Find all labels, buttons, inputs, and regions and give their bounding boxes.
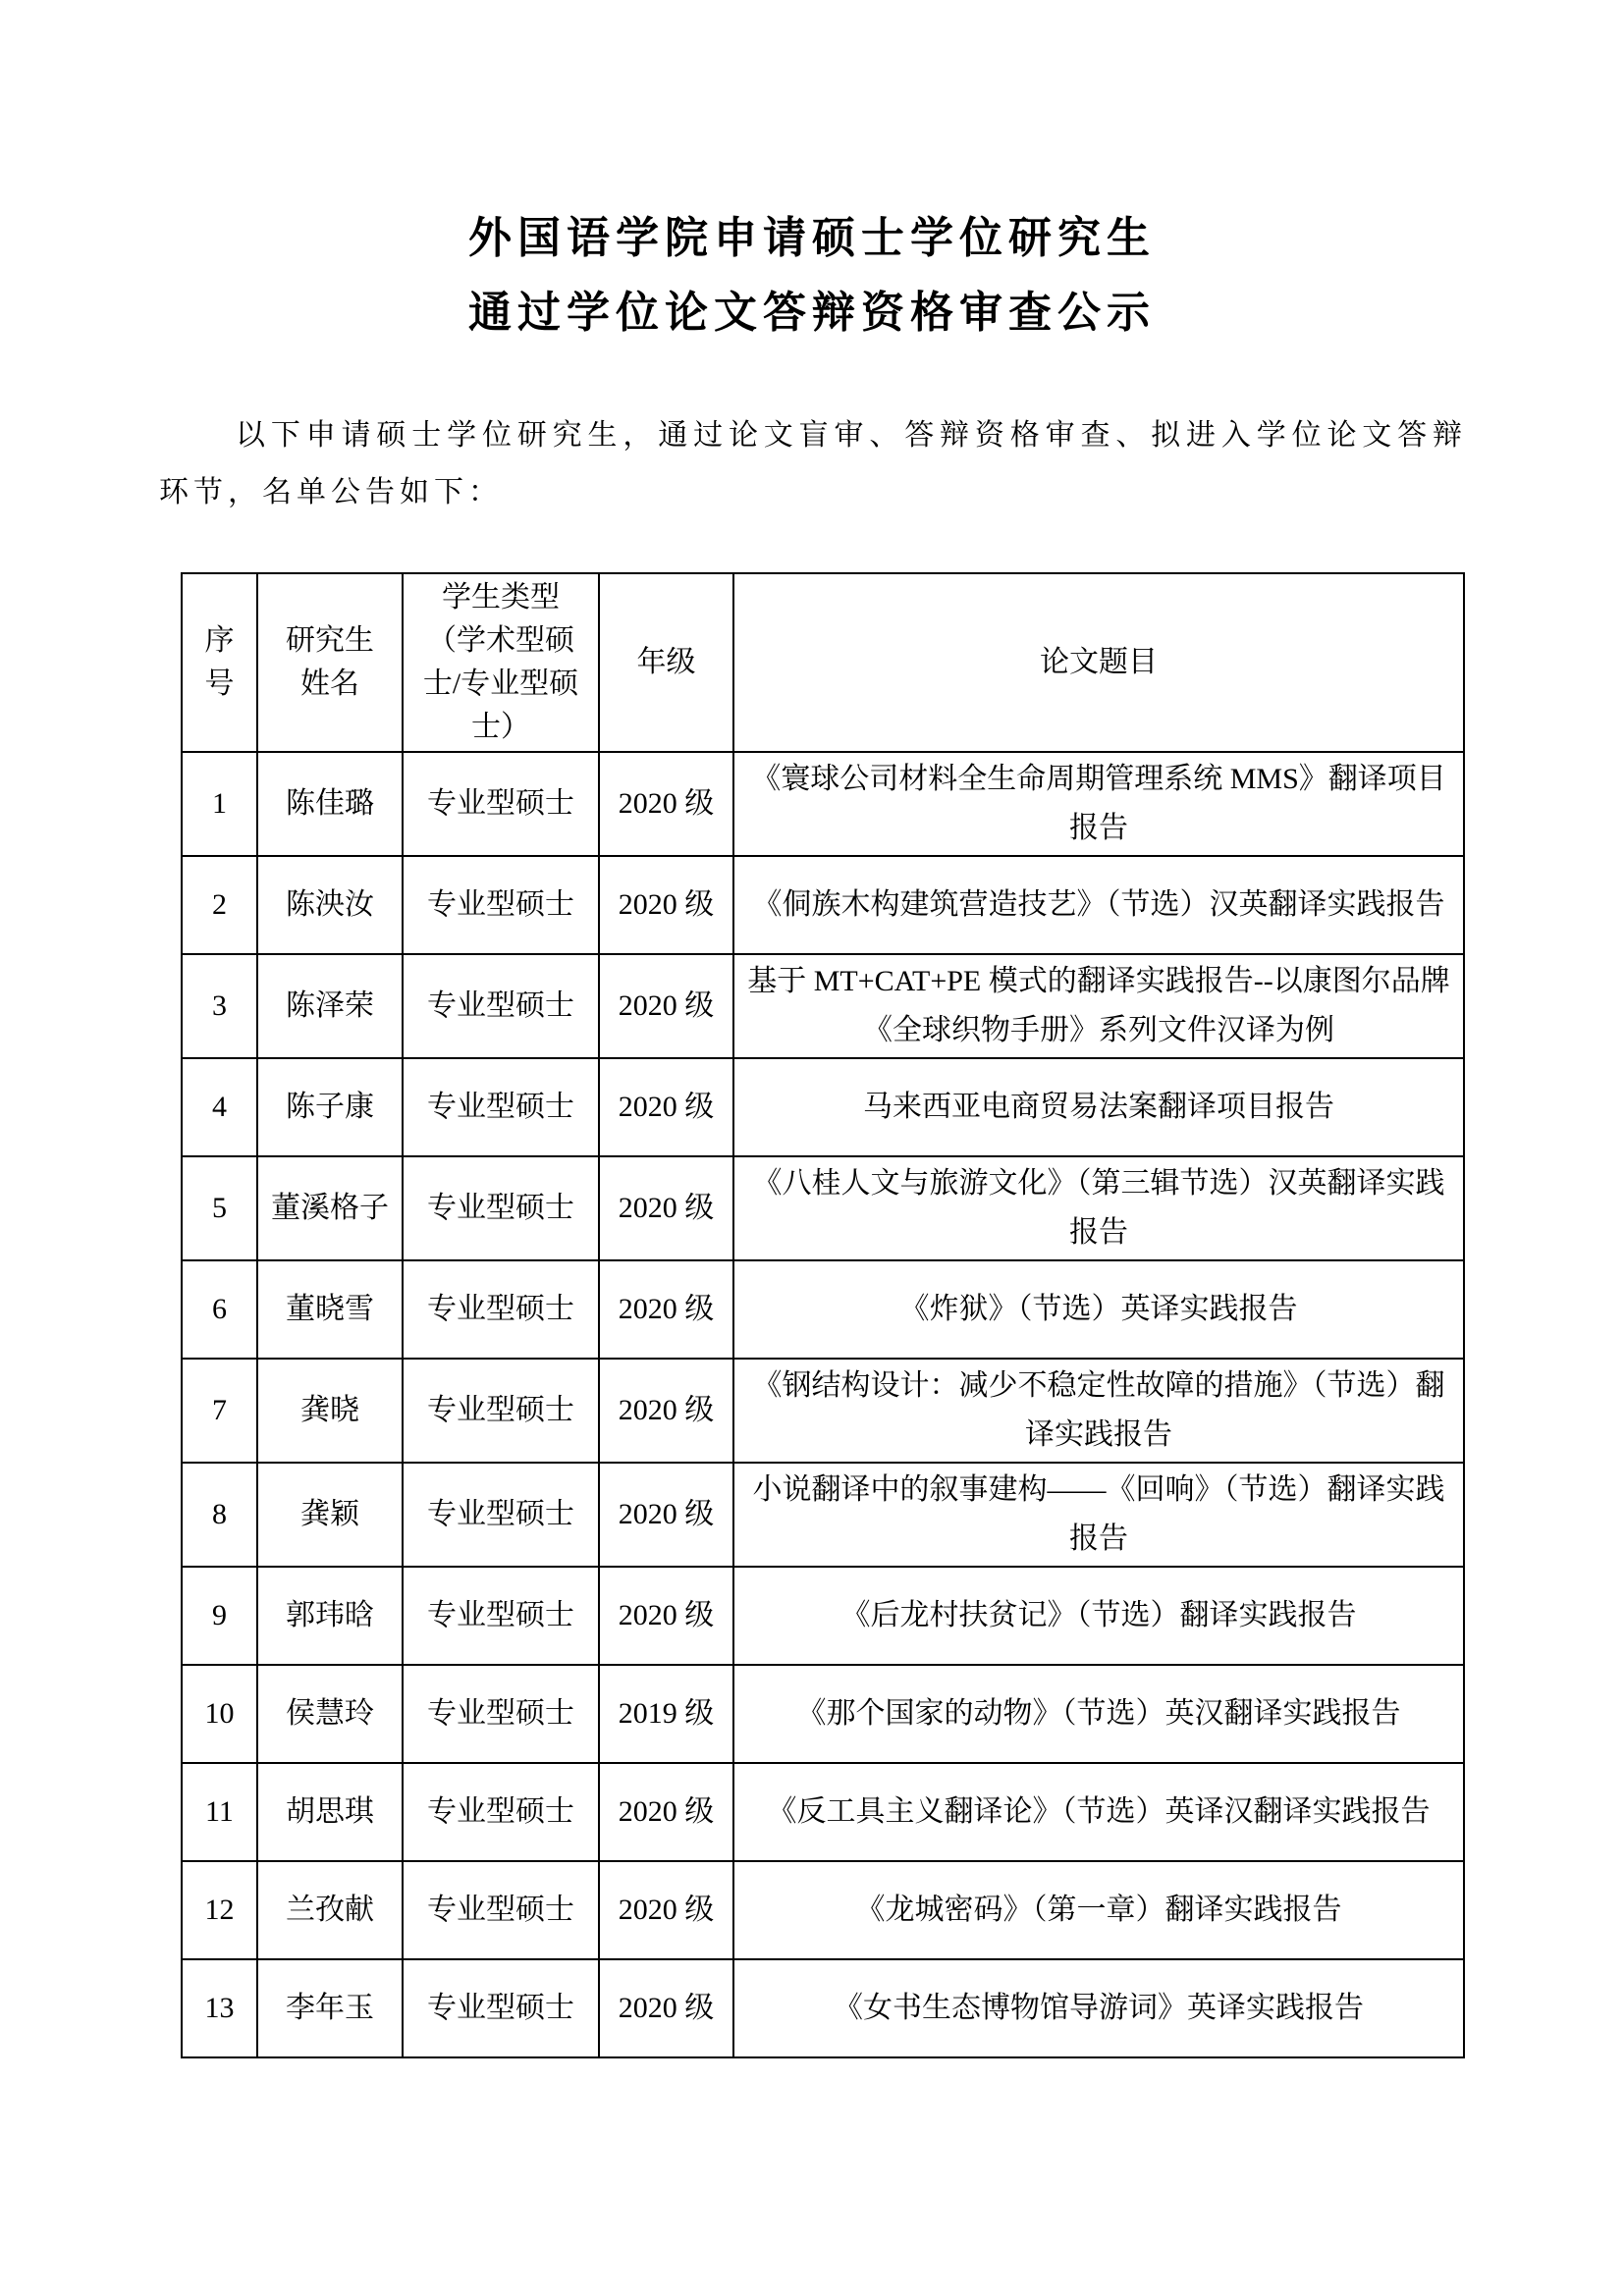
cell-student-name: 郭玮晗	[257, 1567, 403, 1665]
cell-grade: 2019 级	[599, 1665, 733, 1763]
cell-thesis-title: 《八桂人文与旅游文化》（第三辑节选）汉英翻译实践报告	[733, 1156, 1464, 1260]
cell-student-name: 龚晓	[257, 1359, 403, 1463]
cell-student-type: 专业型硕士	[403, 1763, 599, 1861]
cell-row-number: 11	[182, 1763, 257, 1861]
cell-grade: 2020 级	[599, 1959, 733, 2057]
table-row	[182, 1463, 1464, 1567]
cell-grade: 2020 级	[599, 1763, 733, 1861]
table-row	[182, 752, 1464, 856]
document-title-line2: 通过学位论文答辩资格审查公示	[468, 289, 1156, 337]
cell-grade: 2020 级	[599, 1463, 733, 1567]
table-row	[182, 1058, 1464, 1156]
cell-row-number: 10	[182, 1665, 257, 1763]
column-header-grade: 年级	[599, 573, 733, 752]
cell-row-number: 2	[182, 856, 257, 954]
cell-row-number: 7	[182, 1359, 257, 1463]
cell-thesis-title: 《炸狱》（节选）英译实践报告	[733, 1260, 1464, 1359]
cell-student-name: 胡思琪	[257, 1763, 403, 1861]
cell-student-type: 专业型硕士	[403, 1260, 599, 1359]
table-row	[182, 1156, 1464, 1260]
cell-student-name: 侯慧玲	[257, 1665, 403, 1763]
cell-grade: 2020 级	[599, 1359, 733, 1463]
table-row	[182, 1665, 1464, 1763]
cell-row-number: 1	[182, 752, 257, 856]
cell-student-name: 兰孜献	[257, 1861, 403, 1959]
cell-grade: 2020 级	[599, 1567, 733, 1665]
cell-thesis-title: 《女书生态博物馆导游词》英译实践报告	[733, 1959, 1464, 2057]
cell-student-type: 专业型硕士	[403, 752, 599, 856]
cell-thesis-title: 《后龙村扶贫记》（节选）翻译实践报告	[733, 1567, 1464, 1665]
table-row	[182, 1763, 1464, 1861]
cell-student-type: 专业型硕士	[403, 1567, 599, 1665]
cell-student-name: 陈泱汝	[257, 856, 403, 954]
column-header-type: 学生类型 （学术型硕 士/专业型硕 士）	[403, 573, 599, 752]
table-row	[182, 856, 1464, 954]
cell-grade: 2020 级	[599, 856, 733, 954]
cell-student-type: 专业型硕士	[403, 1359, 599, 1463]
cell-row-number: 13	[182, 1959, 257, 2057]
cell-grade: 2020 级	[599, 954, 733, 1058]
intro-paragraph: 以下申请硕士学位研究生，通过论文盲审、答辩资格审查、拟进入学位论文答辩环节，名单公告如下：	[159, 419, 1467, 508]
cell-thesis-title: 《反工具主义翻译论》（节选）英译汉翻译实践报告	[733, 1763, 1464, 1861]
column-header-no: 序 号	[182, 573, 257, 752]
cell-grade: 2020 级	[599, 1058, 733, 1156]
cell-row-number: 6	[182, 1260, 257, 1359]
column-header-thesis: 论文题目	[733, 573, 1464, 752]
cell-student-name: 龚颖	[257, 1463, 403, 1567]
cell-thesis-title: 《侗族木构建筑营造技艺》（节选）汉英翻译实践报告	[733, 856, 1464, 954]
cell-student-type: 专业型硕士	[403, 1463, 599, 1567]
cell-thesis-title: 《钢结构设计：减少不稳定性故障的措施》（节选）翻译实践报告	[733, 1359, 1464, 1463]
cell-grade: 2020 级	[599, 752, 733, 856]
cell-student-name: 董晓雪	[257, 1260, 403, 1359]
cell-thesis-title: 马来西亚电商贸易法案翻译项目报告	[733, 1058, 1464, 1156]
cell-thesis-title: 基于 MT+CAT+PE 模式的翻译实践报告--以康图尔品牌《全球织物手册》系列文件汉译为例	[733, 954, 1464, 1058]
cell-row-number: 5	[182, 1156, 257, 1260]
cell-thesis-title: 《寰球公司材料全生命周期管理系统 MMS》翻译项目报告	[733, 752, 1464, 856]
qualification-roster-table	[181, 572, 1465, 2058]
cell-row-number: 12	[182, 1861, 257, 1959]
cell-row-number: 9	[182, 1567, 257, 1665]
cell-grade: 2020 级	[599, 1861, 733, 1959]
column-header-name: 研究生 姓名	[257, 573, 403, 752]
document-title-line1: 外国语学院申请硕士学位研究生	[468, 214, 1156, 262]
table-row	[182, 954, 1464, 1058]
cell-student-name: 陈佳璐	[257, 752, 403, 856]
cell-student-type: 专业型硕士	[403, 1156, 599, 1260]
cell-student-type: 专业型硕士	[403, 954, 599, 1058]
table-row	[182, 1959, 1464, 2057]
cell-student-name: 陈子康	[257, 1058, 403, 1156]
cell-student-name: 李年玉	[257, 1959, 403, 2057]
cell-thesis-title: 《那个国家的动物》（节选）英汉翻译实践报告	[733, 1665, 1464, 1763]
table-row	[182, 1567, 1464, 1665]
cell-thesis-title: 《龙城密码》（第一章）翻译实践报告	[733, 1861, 1464, 1959]
table-row	[182, 1359, 1464, 1463]
cell-student-type: 专业型硕士	[403, 1665, 599, 1763]
cell-row-number: 4	[182, 1058, 257, 1156]
cell-student-type: 专业型硕士	[403, 1959, 599, 2057]
cell-student-name: 董溪格子	[257, 1156, 403, 1260]
cell-grade: 2020 级	[599, 1156, 733, 1260]
cell-student-type: 专业型硕士	[403, 856, 599, 954]
cell-row-number: 8	[182, 1463, 257, 1567]
table-row	[182, 1260, 1464, 1359]
table-row	[182, 1861, 1464, 1959]
table-body	[182, 752, 1464, 2057]
cell-row-number: 3	[182, 954, 257, 1058]
cell-grade: 2020 级	[599, 1260, 733, 1359]
table-header-row	[182, 573, 1464, 752]
cell-student-name: 陈泽荣	[257, 954, 403, 1058]
cell-student-type: 专业型硕士	[403, 1058, 599, 1156]
cell-student-type: 专业型硕士	[403, 1861, 599, 1959]
cell-thesis-title: 小说翻译中的叙事建构——《回响》（节选）翻译实践报告	[733, 1463, 1464, 1567]
